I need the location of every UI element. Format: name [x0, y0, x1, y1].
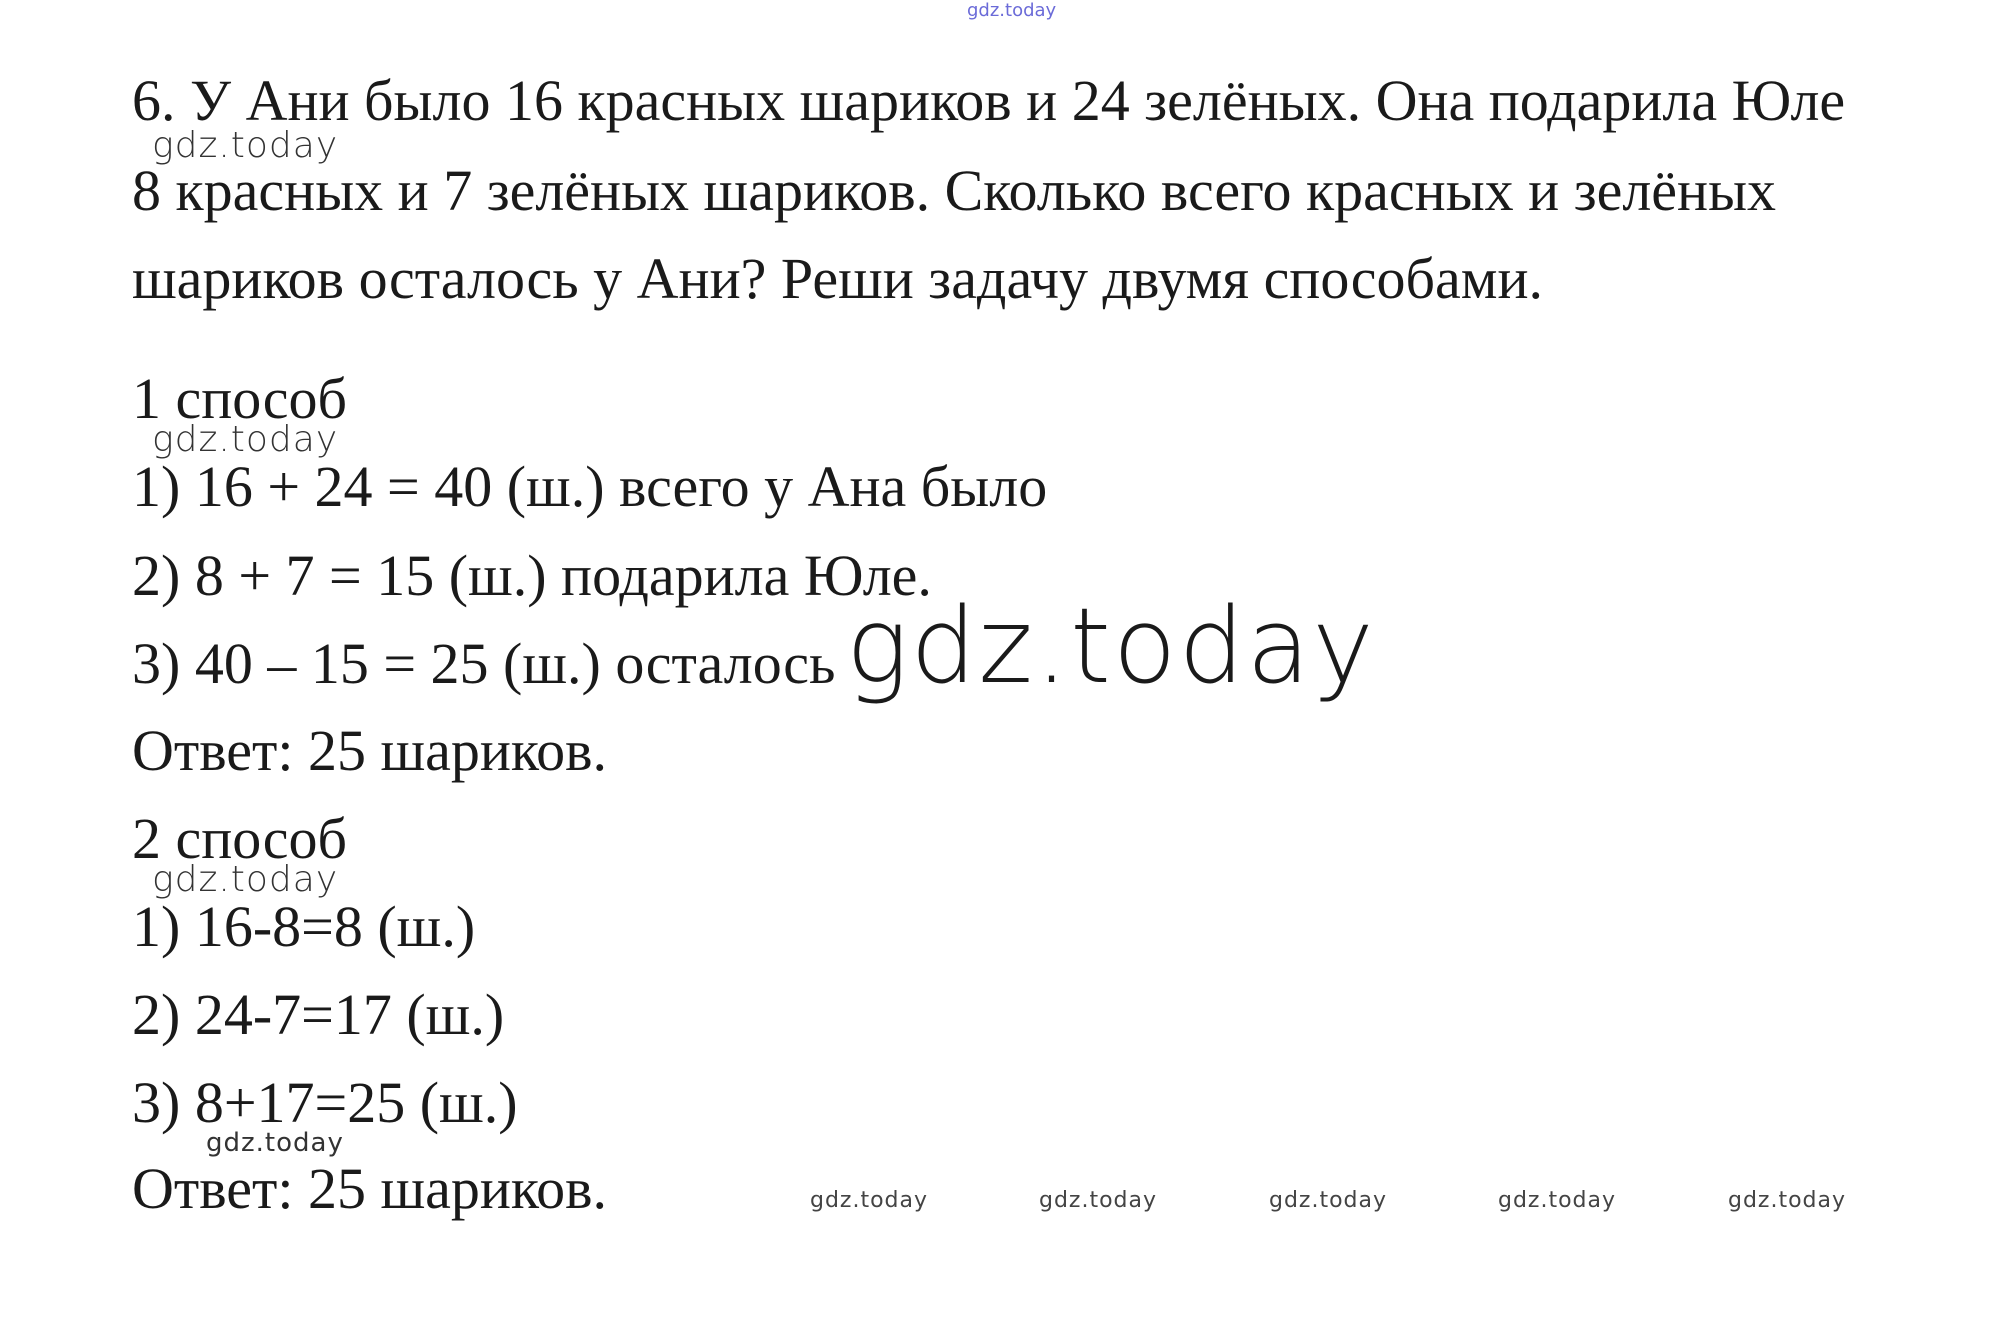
watermark-footer: gdz.today: [1498, 1188, 1617, 1213]
watermark-top: gdz.today: [967, 0, 1057, 21]
watermark-line: gdz.today: [152, 859, 339, 900]
method1-step-3: 3) 40 – 15 = 25 (ш.) осталось: [132, 631, 836, 696]
method1-title: 1 способ: [132, 366, 347, 431]
method2-step-1: 1) 16-8=8 (ш.): [132, 894, 476, 959]
watermark-footer: gdz.today: [1269, 1188, 1388, 1213]
method1-step-2: 2) 8 + 7 = 15 (ш.) подарила Юле.: [132, 543, 932, 608]
method2-title: 2 способ: [132, 806, 347, 871]
method1-answer: Ответ: 25 шариков.: [132, 718, 608, 783]
method2-answer: Ответ: 25 шариков.: [132, 1156, 608, 1221]
watermark-large: gdz.today: [846, 585, 1376, 707]
method2-step-2: 2) 24-7=17 (ш.): [132, 982, 505, 1047]
problem-line-1: 6. У Ани было 16 красных шариков и 24 зелёных. Она подарила Юле: [132, 68, 1846, 133]
method1-step-1: 1) 16 + 24 = 40 (ш.) всего у Ана было: [132, 454, 1048, 519]
watermark-line: gdz.today: [206, 1128, 344, 1158]
watermark-line: gdz.today: [152, 125, 339, 166]
method2-step-3: 3) 8+17=25 (ш.): [132, 1070, 518, 1135]
problem-line-3: шариков осталось у Ани? Реши задачу двумя способами.: [132, 246, 1544, 311]
problem-line-2: 8 красных и 7 зелёных шариков. Сколько всего красных и зелёных: [132, 158, 1777, 223]
watermark-footer: gdz.today: [810, 1188, 929, 1213]
watermark-footer: gdz.today: [1728, 1188, 1847, 1213]
watermark-line: gdz.today: [152, 419, 339, 460]
watermark-footer: gdz.today: [1039, 1188, 1158, 1213]
